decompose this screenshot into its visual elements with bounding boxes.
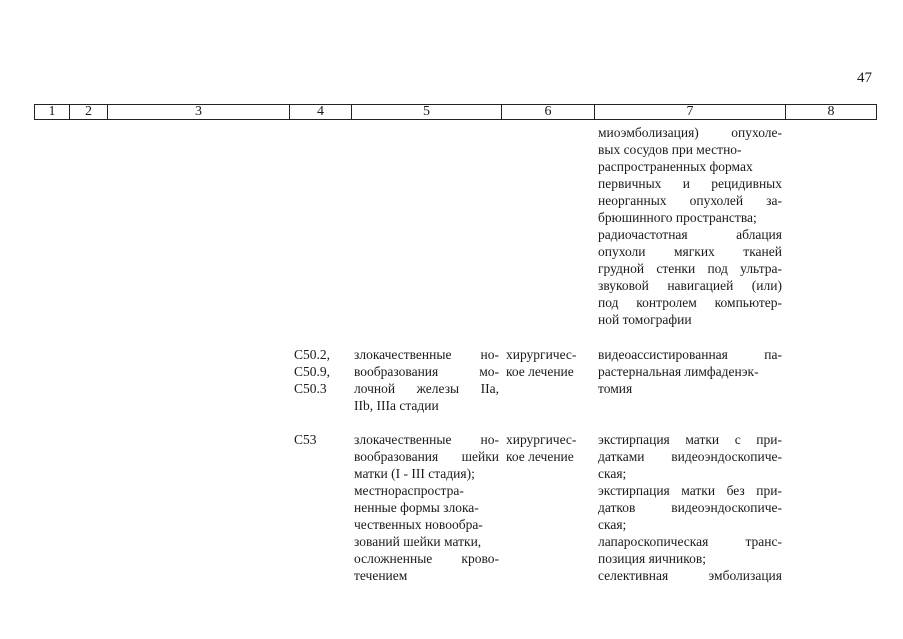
header-col-7: 7: [595, 105, 786, 119]
header-col-2: 2: [70, 105, 108, 119]
text-line: экстирпация матки без при-: [598, 483, 782, 498]
text-line: радиочастотная аблация: [598, 227, 782, 242]
text-line: под контролем компьютер-: [598, 295, 782, 310]
text-line: видеоассистированная па-: [598, 347, 782, 362]
text-line: опухоли мягких тканей: [598, 244, 782, 259]
text-line: вообразования мо-: [354, 364, 499, 379]
text-line: миоэмболизация) опухоле-: [598, 125, 782, 140]
text-line: первичных и рецидивных: [598, 176, 782, 191]
text-line: лочной железы IIa,: [354, 381, 499, 396]
text-line: вообразования шейки: [354, 449, 499, 464]
text-line: IIb, IIIa стадии: [354, 398, 439, 413]
row2-icd-codes: [294, 431, 344, 448]
table-header-row: [34, 104, 877, 120]
row1-treatment-type: [506, 346, 588, 380]
text-line: зований шейки матки,: [354, 534, 482, 549]
text-line: лапароскопическая транс-: [598, 534, 782, 549]
text-line: датков видеоэндоскопиче-: [598, 500, 782, 515]
text-line: местнораспростра-: [354, 483, 464, 498]
text-line: брюшинного пространства;: [598, 210, 757, 225]
text-line: чественных новообра-: [354, 517, 483, 532]
header-col-8: 8: [827, 104, 835, 119]
text-line: экстирпация матки с при-: [598, 432, 782, 447]
text-line: неорганных опухолей за-: [598, 193, 782, 208]
text-line: томия: [598, 381, 633, 396]
text-line: осложненные крово-: [354, 551, 499, 566]
header-col-5: 5: [352, 105, 502, 119]
text-line: хирургичес-: [506, 347, 577, 362]
text-line: датками видеоэндоскопиче-: [598, 449, 782, 464]
text-line: злокачественные но-: [354, 432, 499, 447]
header-col-6: 6: [502, 105, 595, 119]
icd-code: C53: [294, 432, 317, 447]
text-line: распространенных формах: [598, 159, 753, 174]
text-line: вых сосудов при местно-: [598, 142, 742, 157]
text-line: кое лечение: [506, 364, 574, 379]
text-line: хирургичес-: [506, 432, 577, 447]
row1-diagnosis: [354, 346, 499, 414]
text-line: звуковой навигацией (или): [598, 278, 782, 293]
row2-treatment-method: [598, 431, 782, 584]
text-line: ская;: [598, 517, 627, 532]
text-line: злокачественные но-: [354, 347, 499, 362]
icd-code: C50.9,: [294, 364, 331, 379]
text-line: течением: [354, 568, 408, 583]
header-col-3: 3: [108, 105, 290, 119]
text-line: селективная эмболизация: [598, 568, 782, 583]
text-line: матки (I - III стадия);: [354, 466, 475, 481]
row1-icd-codes: [294, 346, 344, 397]
text-line: кое лечение: [506, 449, 574, 464]
page-number: 47: [857, 70, 872, 86]
text-line: ненные формы злока-: [354, 500, 479, 515]
row1-treatment-method: [598, 346, 782, 397]
text-line: ной томографии: [598, 312, 692, 327]
header-col-1: 1: [35, 105, 70, 119]
row2-diagnosis: [354, 431, 499, 584]
text-line: грудной стенки под ультра-: [598, 261, 782, 276]
header-col-4: 4: [290, 105, 352, 119]
text-line: позиция яичников;: [598, 551, 706, 566]
text-line: растернальная лимфаденэк-: [598, 364, 759, 379]
icd-code: C50.2,: [294, 347, 331, 362]
text-line: ская;: [598, 466, 627, 481]
continuation-col7: [598, 124, 782, 328]
icd-code: C50.3: [294, 381, 327, 396]
row2-treatment-type: [506, 431, 588, 465]
